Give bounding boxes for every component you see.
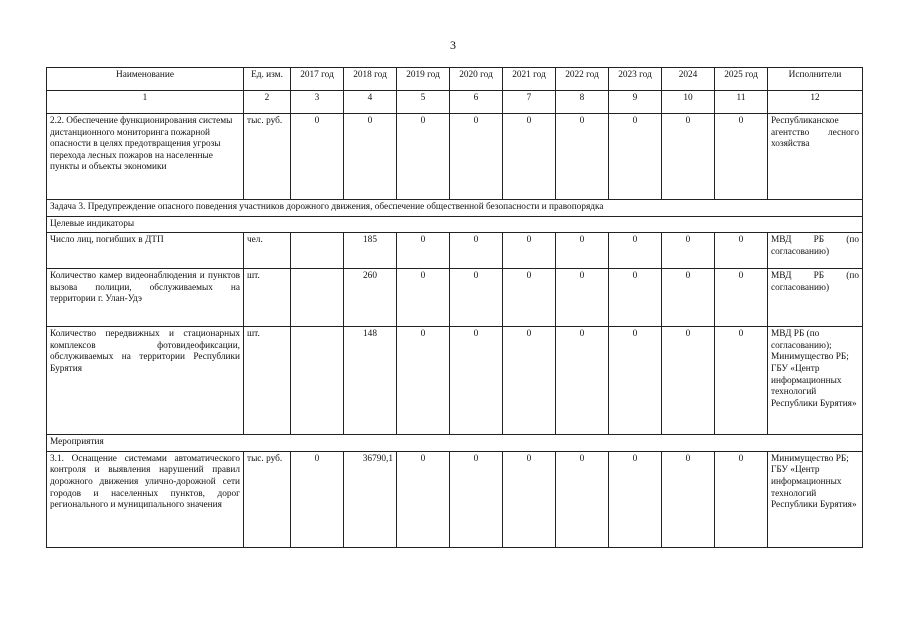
row-value: 0 xyxy=(503,114,556,200)
page-number: 3 xyxy=(450,38,456,52)
row-value: 0 xyxy=(503,451,556,547)
header-row xyxy=(47,68,863,91)
row-value: 0 xyxy=(609,269,662,327)
row-value: 0 xyxy=(556,233,609,269)
column-number: 11 xyxy=(715,91,768,114)
row-value: 0 xyxy=(450,233,503,269)
row-value: 0 xyxy=(715,114,768,200)
task-3-row xyxy=(47,200,863,217)
row-value: 0 xyxy=(450,451,503,547)
row-executor: Республиканское агентство лесного хозяйства xyxy=(768,114,863,200)
row-value: 0 xyxy=(450,114,503,200)
row-name: 2.2. Обеспечение функционирования системы дистанционного мониторинга пожарной опасности в целях предотвращения угрозы перехода лесных пожаров на населенные пункты и объекты экономики xyxy=(47,114,244,200)
row-executor: Минимущество РБ; ГБУ «Центр информационных технологий Республики Бурятия» xyxy=(768,451,863,547)
row-name: Количество передвижных и стационарных комплексов фотовидеофиксации, обслуживаемых на территории Республики Бурятия xyxy=(47,327,244,435)
row-value: 260 xyxy=(344,269,397,327)
column-number: 10 xyxy=(662,91,715,114)
row-value: 0 xyxy=(556,451,609,547)
row-value: 148 xyxy=(344,327,397,435)
row-value xyxy=(291,269,344,327)
row-value xyxy=(291,327,344,435)
header-name: Наименование xyxy=(47,68,244,91)
row-unit: тыс. руб. xyxy=(244,451,291,547)
row-executor: МВД РБ (по согласованию); Минимущество РБ; ГБУ «Центр информационных технологий Республики Бурятия» xyxy=(768,327,863,435)
row-value: 0 xyxy=(556,114,609,200)
row-value: 0 xyxy=(397,233,450,269)
row-value: 0 xyxy=(450,327,503,435)
row-value: 0 xyxy=(503,327,556,435)
row-value: 0 xyxy=(662,269,715,327)
row-value: 0 xyxy=(662,327,715,435)
row-value: 0 xyxy=(609,114,662,200)
header-year-2023: 2023 год xyxy=(609,68,662,91)
row-value: 0 xyxy=(397,327,450,435)
row-unit: шт. xyxy=(244,327,291,435)
row-value: 185 xyxy=(344,233,397,269)
row-value: 0 xyxy=(556,327,609,435)
row-value: 0 xyxy=(662,233,715,269)
column-number-row xyxy=(47,91,863,114)
header-year-2021: 2021 год xyxy=(503,68,556,91)
column-number: 12 xyxy=(768,91,863,114)
row-value: 0 xyxy=(662,451,715,547)
header-year-2022: 2022 год xyxy=(556,68,609,91)
column-number: 5 xyxy=(397,91,450,114)
row-value: 0 xyxy=(715,451,768,547)
row-value: 36790,1 xyxy=(344,451,397,547)
row-name: 3.1. Оснащение системами автоматического контроля и выявления нарушений правил дорожного движения улично-дорожной сети городов и населенных пунктов, дорог регионального и муниципального значения xyxy=(47,451,244,547)
row-unit: чел. xyxy=(244,233,291,269)
task-3-title: Задача 3. Предупреждение опасного поведения участников дорожного движения, обеспечение общественной безопасности и правопорядка xyxy=(47,200,863,217)
column-number: 9 xyxy=(609,91,662,114)
column-number: 6 xyxy=(450,91,503,114)
table-row-indicator-1 xyxy=(47,233,863,269)
row-value: 0 xyxy=(291,451,344,547)
row-value: 0 xyxy=(397,269,450,327)
header-year-2018: 2018 год xyxy=(344,68,397,91)
measures-title: Мероприятия xyxy=(47,435,863,452)
row-value: 0 xyxy=(291,114,344,200)
table-row-3-1 xyxy=(47,451,863,547)
row-unit: тыс. руб. xyxy=(244,114,291,200)
row-name: Количество камер видеонаблюдения и пунктов вызова полиции, обслуживаемых на территории г. Улан-Удэ xyxy=(47,269,244,327)
column-number: 7 xyxy=(503,91,556,114)
header-year-2017: 2017 год xyxy=(291,68,344,91)
row-value: 0 xyxy=(609,327,662,435)
indicators-row xyxy=(47,216,863,233)
column-number: 8 xyxy=(556,91,609,114)
measures-row xyxy=(47,435,863,452)
table-row-indicator-3 xyxy=(47,327,863,435)
row-value: 0 xyxy=(450,269,503,327)
table-row-indicator-2 xyxy=(47,269,863,327)
column-number: 3 xyxy=(291,91,344,114)
program-table xyxy=(46,67,863,548)
column-number: 2 xyxy=(244,91,291,114)
row-value: 0 xyxy=(715,327,768,435)
row-value xyxy=(291,233,344,269)
column-number: 4 xyxy=(344,91,397,114)
row-executor: МВД РБ (по согласованию) xyxy=(768,269,863,327)
row-unit: шт. xyxy=(244,269,291,327)
row-value: 0 xyxy=(503,269,556,327)
row-value: 0 xyxy=(662,114,715,200)
row-value: 0 xyxy=(609,451,662,547)
row-value: 0 xyxy=(397,451,450,547)
indicators-title: Целевые индикаторы xyxy=(47,216,863,233)
row-value: 0 xyxy=(609,233,662,269)
row-executor: МВД РБ (по согласованию) xyxy=(768,233,863,269)
header-year-2019: 2019 год xyxy=(397,68,450,91)
row-value: 0 xyxy=(715,269,768,327)
table-row-2-2 xyxy=(47,114,863,200)
row-name: Число лиц, погибших в ДТП xyxy=(47,233,244,269)
row-value: 0 xyxy=(556,269,609,327)
row-value: 0 xyxy=(503,233,556,269)
header-year-2024: 2024 xyxy=(662,68,715,91)
header-year-2025: 2025 год xyxy=(715,68,768,91)
column-number: 1 xyxy=(47,91,244,114)
header-year-2020: 2020 год xyxy=(450,68,503,91)
header-unit: Ед. изм. xyxy=(244,68,291,91)
row-value: 0 xyxy=(397,114,450,200)
row-value: 0 xyxy=(344,114,397,200)
row-value: 0 xyxy=(715,233,768,269)
header-executors: Исполнители xyxy=(768,68,863,91)
